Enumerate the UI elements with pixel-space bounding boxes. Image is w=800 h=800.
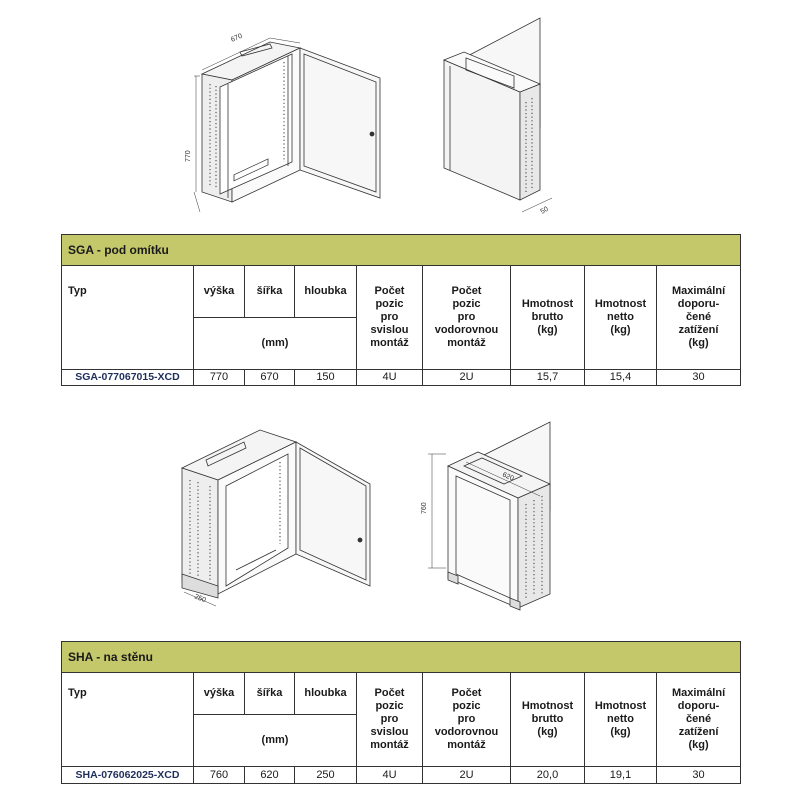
sga-vodorovnou: 2U: [423, 370, 511, 386]
mm-unit: (mm): [194, 715, 357, 767]
sga-depth-dim: 50: [539, 205, 550, 216]
sha-spec-table: [61, 641, 741, 784]
hloubka-header: hloubka: [295, 673, 357, 715]
sha-depth-dim: 250: [193, 593, 207, 605]
hloubka-header: hloubka: [295, 266, 357, 318]
sha-brutto: 20,0: [511, 767, 585, 784]
zatizeni-header: Maximální doporu- čené zatížení (kg): [657, 266, 741, 370]
vodorovnou-header: Počet pozic pro vodorovnou montáž: [423, 673, 511, 767]
sga-table-title: SGA - pod omítku: [62, 235, 741, 266]
sirka-header: šířka: [245, 266, 295, 318]
sha-height-dim: 760: [421, 502, 428, 514]
zatizeni-header: Maximální doporu- čené zatížení (kg): [657, 673, 741, 767]
mm-unit: (mm): [194, 318, 357, 370]
sha-type-code: SHA-076062025-XCD: [62, 767, 194, 784]
sha-sirka: 620: [245, 767, 295, 784]
sha-vodorovnou: 2U: [423, 767, 511, 784]
sga-svislou: 4U: [357, 370, 423, 386]
sha-width-dim: 620: [501, 471, 515, 483]
sha-vyska: 760: [194, 767, 245, 784]
sga-brutto: 15,7: [511, 370, 585, 386]
sga-spec-table: [61, 234, 741, 386]
sga-netto: 15,4: [585, 370, 657, 386]
sga-hloubka: 150: [295, 370, 357, 386]
sha-table-title: SHA - na stěnu: [62, 642, 741, 673]
sha-closed-drawing: [410, 418, 560, 618]
svislou-header: Počet pozic pro svislou montáž: [357, 673, 423, 767]
sga-type-code: SGA-077067015-XCD: [62, 370, 194, 386]
vyska-header: výška: [194, 266, 245, 318]
sha-hloubka: 250: [295, 767, 357, 784]
sga-zatizeni: 30: [657, 370, 741, 386]
netto-header: Hmotnost netto (kg): [585, 673, 657, 767]
sga-open-drawing: [180, 12, 400, 222]
sha-open-drawing: [180, 420, 380, 610]
sha-zatizeni: 30: [657, 767, 741, 784]
sha-netto: 19,1: [585, 767, 657, 784]
brutto-header: Hmotnost brutto (kg): [511, 673, 585, 767]
sga-vyska: 770: [194, 370, 245, 386]
brutto-header: Hmotnost brutto (kg): [511, 266, 585, 370]
netto-header: Hmotnost netto (kg): [585, 266, 657, 370]
typ-header: Typ: [62, 266, 194, 318]
svislou-header: Počet pozic pro svislou montáž: [357, 266, 423, 370]
vodorovnou-header: Počet pozic pro vodorovnou montáž: [423, 266, 511, 370]
typ-header: Typ: [62, 673, 194, 715]
sga-sirka: 670: [245, 370, 295, 386]
sirka-header: šířka: [245, 673, 295, 715]
sga-height-dim: 770: [185, 150, 192, 162]
vyska-header: výška: [194, 673, 245, 715]
sga-closed-drawing: [430, 12, 580, 222]
sha-svislou: 4U: [357, 767, 423, 784]
sga-width-dim: 670: [229, 32, 244, 44]
